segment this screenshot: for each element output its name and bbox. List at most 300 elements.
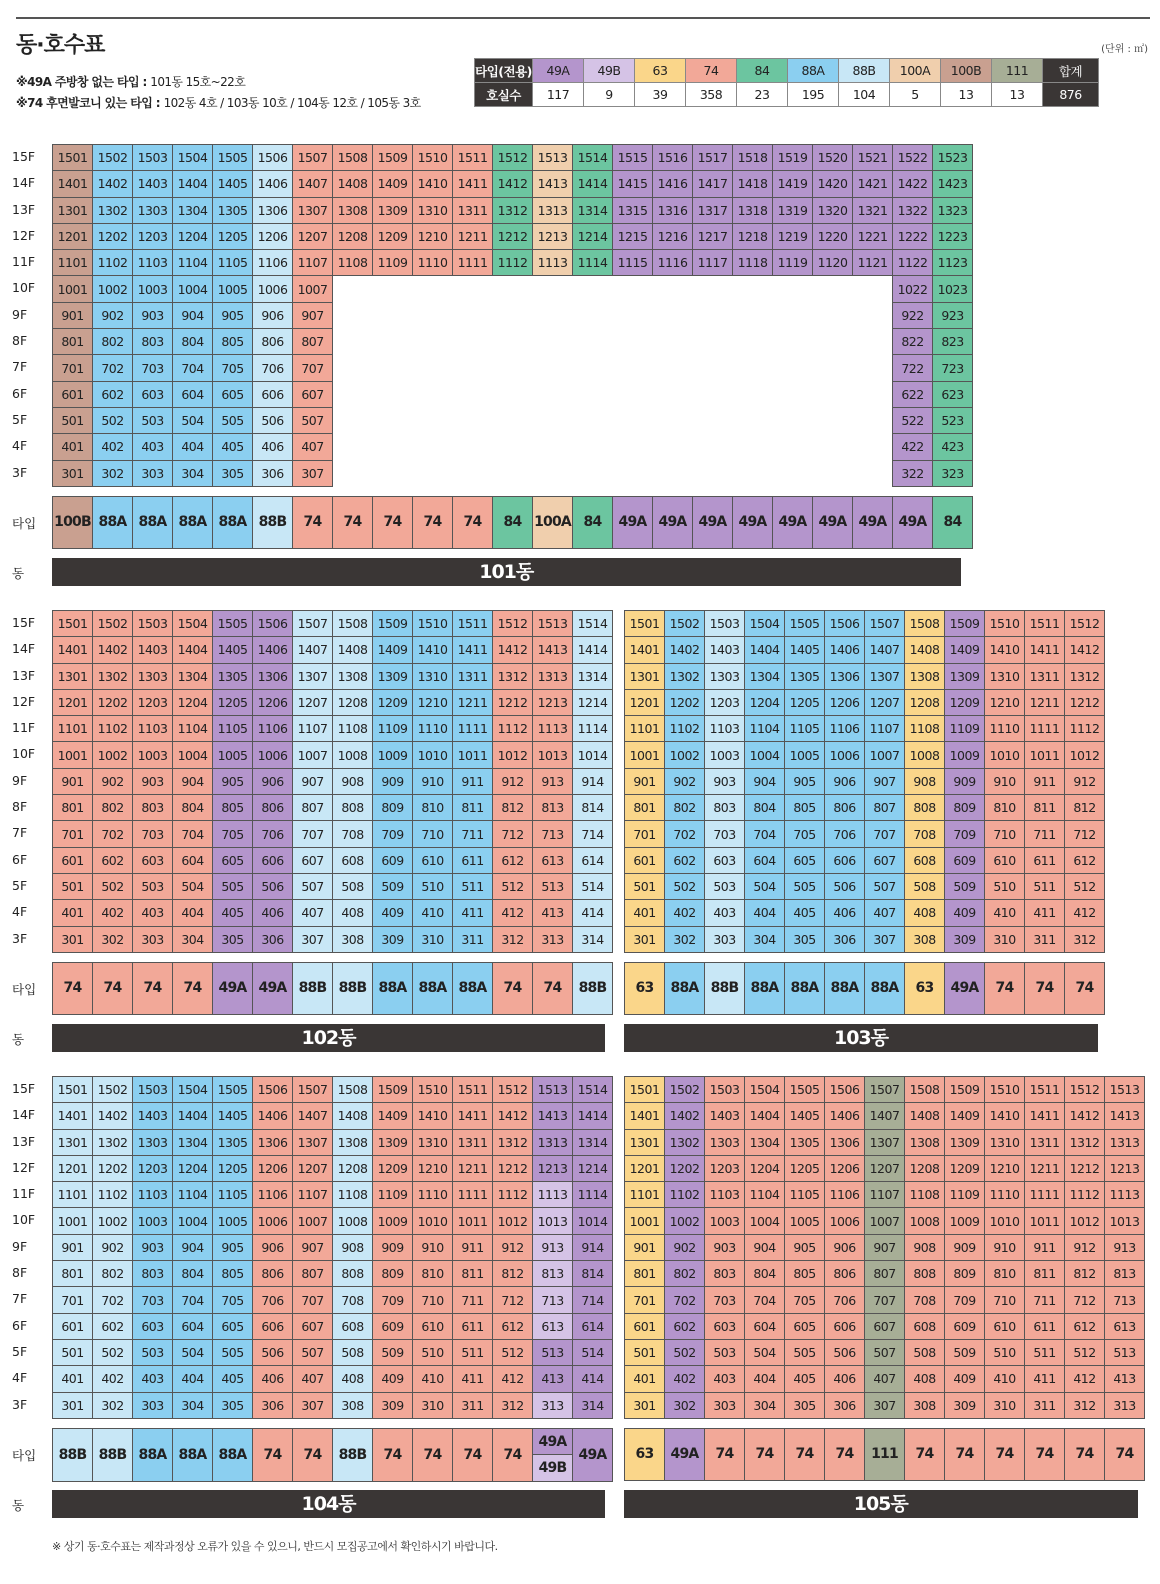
unit-cell[interactable]: 308 bbox=[905, 926, 945, 952]
unit-cell[interactable]: 1503 bbox=[133, 611, 173, 637]
unit-cell[interactable]: 1110 bbox=[413, 250, 453, 276]
unit-cell[interactable]: 602 bbox=[665, 1313, 705, 1339]
unit-cell[interactable]: 511 bbox=[1025, 1339, 1065, 1365]
unit-cell[interactable]: 1001 bbox=[53, 1208, 93, 1234]
unit-cell[interactable]: 1422 bbox=[893, 171, 933, 197]
unit-cell[interactable]: 523 bbox=[933, 407, 973, 433]
unit-cell[interactable]: 613 bbox=[533, 847, 573, 873]
unit-cell[interactable]: 1301 bbox=[53, 1129, 93, 1155]
unit-cell[interactable]: 1208 bbox=[333, 223, 373, 249]
unit-cell[interactable]: 1403 bbox=[705, 1103, 745, 1129]
unit-cell[interactable]: 1507 bbox=[865, 611, 905, 637]
unit-cell[interactable]: 1014 bbox=[573, 1208, 613, 1234]
unit-cell[interactable]: 614 bbox=[573, 847, 613, 873]
unit-cell[interactable]: 1501 bbox=[625, 611, 665, 637]
unit-cell[interactable]: 1213 bbox=[533, 689, 573, 715]
unit-cell[interactable]: 308 bbox=[905, 1392, 945, 1418]
unit-cell[interactable]: 1010 bbox=[413, 1208, 453, 1234]
unit-cell[interactable]: 1111 bbox=[453, 250, 493, 276]
unit-cell[interactable]: 505 bbox=[213, 873, 253, 899]
unit-cell[interactable]: 1212 bbox=[1065, 689, 1105, 715]
unit-cell[interactable]: 305 bbox=[785, 1392, 825, 1418]
unit-cell[interactable]: 607 bbox=[865, 847, 905, 873]
unit-cell[interactable]: 1109 bbox=[373, 250, 413, 276]
unit-cell[interactable]: 504 bbox=[745, 1339, 785, 1365]
unit-cell[interactable]: 907 bbox=[865, 768, 905, 794]
unit-cell[interactable]: 1413 bbox=[533, 171, 573, 197]
unit-cell[interactable]: 1308 bbox=[333, 663, 373, 689]
unit-cell[interactable]: 1512 bbox=[493, 611, 533, 637]
unit-cell[interactable]: 1411 bbox=[1025, 637, 1065, 663]
unit-cell[interactable]: 1507 bbox=[293, 1077, 333, 1103]
unit-cell[interactable]: 309 bbox=[945, 926, 985, 952]
unit-cell[interactable]: 522 bbox=[893, 407, 933, 433]
unit-cell[interactable]: 611 bbox=[453, 847, 493, 873]
unit-cell[interactable]: 510 bbox=[985, 1339, 1025, 1365]
unit-cell[interactable]: 1521 bbox=[853, 145, 893, 171]
unit-cell[interactable]: 503 bbox=[133, 873, 173, 899]
unit-cell[interactable]: 302 bbox=[665, 1392, 705, 1418]
unit-cell[interactable]: 1210 bbox=[413, 1155, 453, 1181]
unit-cell[interactable]: 1304 bbox=[173, 197, 213, 223]
unit-cell[interactable]: 911 bbox=[1025, 1234, 1065, 1260]
unit-cell[interactable]: 613 bbox=[1105, 1313, 1145, 1339]
unit-cell[interactable]: 609 bbox=[373, 847, 413, 873]
unit-cell[interactable]: 407 bbox=[865, 1366, 905, 1392]
unit-cell[interactable]: 1113 bbox=[533, 716, 573, 742]
unit-cell[interactable]: 1510 bbox=[985, 611, 1025, 637]
unit-cell[interactable]: 902 bbox=[665, 768, 705, 794]
unit-cell[interactable]: 1303 bbox=[133, 1129, 173, 1155]
unit-cell[interactable]: 1201 bbox=[625, 689, 665, 715]
unit-cell[interactable]: 1407 bbox=[293, 637, 333, 663]
unit-cell[interactable]: 501 bbox=[53, 407, 93, 433]
unit-cell[interactable]: 803 bbox=[705, 795, 745, 821]
unit-cell[interactable]: 1008 bbox=[333, 742, 373, 768]
unit-cell[interactable]: 1213 bbox=[533, 1155, 573, 1181]
unit-cell[interactable]: 1306 bbox=[253, 1129, 293, 1155]
unit-cell[interactable]: 1505 bbox=[785, 1077, 825, 1103]
unit-cell[interactable]: 1301 bbox=[625, 663, 665, 689]
unit-cell[interactable]: 710 bbox=[985, 1287, 1025, 1313]
unit-cell[interactable]: 902 bbox=[93, 768, 133, 794]
unit-cell[interactable]: 1108 bbox=[333, 250, 373, 276]
unit-cell[interactable]: 501 bbox=[53, 873, 93, 899]
unit-cell[interactable]: 313 bbox=[533, 926, 573, 952]
unit-cell[interactable]: 1106 bbox=[253, 716, 293, 742]
unit-cell[interactable]: 910 bbox=[413, 1234, 453, 1260]
unit-cell[interactable]: 1112 bbox=[1065, 716, 1105, 742]
unit-cell[interactable]: 1313 bbox=[533, 1129, 573, 1155]
unit-cell[interactable]: 710 bbox=[413, 1287, 453, 1313]
unit-cell[interactable]: 422 bbox=[893, 434, 933, 460]
unit-cell[interactable]: 710 bbox=[413, 821, 453, 847]
unit-cell[interactable]: 1501 bbox=[53, 611, 93, 637]
unit-cell[interactable]: 701 bbox=[53, 1287, 93, 1313]
unit-cell[interactable]: 411 bbox=[1025, 900, 1065, 926]
unit-cell[interactable]: 1503 bbox=[705, 1077, 745, 1103]
unit-cell[interactable]: 1513 bbox=[533, 145, 573, 171]
unit-cell[interactable]: 803 bbox=[133, 795, 173, 821]
unit-cell[interactable]: 913 bbox=[1105, 1234, 1145, 1260]
unit-cell[interactable]: 708 bbox=[333, 821, 373, 847]
unit-cell[interactable]: 712 bbox=[493, 1287, 533, 1313]
unit-cell[interactable]: 413 bbox=[533, 900, 573, 926]
unit-cell[interactable]: 1009 bbox=[945, 1208, 985, 1234]
unit-cell[interactable]: 1004 bbox=[173, 276, 213, 302]
unit-cell[interactable]: 609 bbox=[945, 1313, 985, 1339]
unit-cell[interactable]: 602 bbox=[93, 381, 133, 407]
unit-cell[interactable]: 811 bbox=[453, 795, 493, 821]
unit-cell[interactable]: 1022 bbox=[893, 276, 933, 302]
unit-cell[interactable]: 502 bbox=[93, 873, 133, 899]
unit-cell[interactable]: 401 bbox=[625, 900, 665, 926]
unit-cell[interactable]: 704 bbox=[745, 821, 785, 847]
unit-cell[interactable]: 805 bbox=[785, 1261, 825, 1287]
unit-cell[interactable]: 1203 bbox=[705, 1155, 745, 1181]
unit-cell[interactable]: 1210 bbox=[985, 689, 1025, 715]
unit-cell[interactable]: 1118 bbox=[733, 250, 773, 276]
unit-cell[interactable]: 1314 bbox=[573, 197, 613, 223]
unit-cell[interactable]: 409 bbox=[373, 900, 413, 926]
unit-cell[interactable]: 811 bbox=[1025, 1261, 1065, 1287]
unit-cell[interactable]: 1011 bbox=[453, 742, 493, 768]
unit-cell[interactable]: 703 bbox=[133, 1287, 173, 1313]
unit-cell[interactable]: 1504 bbox=[173, 611, 213, 637]
unit-cell[interactable]: 507 bbox=[293, 1339, 333, 1365]
unit-cell[interactable]: 1209 bbox=[373, 1155, 413, 1181]
unit-cell[interactable]: 411 bbox=[453, 900, 493, 926]
unit-cell[interactable]: 1402 bbox=[665, 1103, 705, 1129]
unit-cell[interactable]: 711 bbox=[1025, 1287, 1065, 1313]
unit-cell[interactable]: 1506 bbox=[253, 1077, 293, 1103]
unit-cell[interactable]: 1212 bbox=[493, 689, 533, 715]
unit-cell[interactable]: 904 bbox=[745, 1234, 785, 1260]
unit-cell[interactable]: 610 bbox=[413, 1313, 453, 1339]
unit-cell[interactable]: 1102 bbox=[93, 716, 133, 742]
unit-cell[interactable]: 1314 bbox=[573, 1129, 613, 1155]
unit-cell[interactable]: 502 bbox=[93, 407, 133, 433]
unit-cell[interactable]: 1007 bbox=[865, 742, 905, 768]
unit-cell[interactable]: 1508 bbox=[905, 1077, 945, 1103]
unit-cell[interactable]: 807 bbox=[293, 329, 333, 355]
unit-cell[interactable]: 1112 bbox=[493, 716, 533, 742]
unit-cell[interactable]: 1506 bbox=[253, 145, 293, 171]
unit-cell[interactable]: 1406 bbox=[825, 1103, 865, 1129]
unit-cell[interactable]: 606 bbox=[825, 847, 865, 873]
unit-cell[interactable]: 1211 bbox=[1025, 1155, 1065, 1181]
unit-cell[interactable]: 701 bbox=[625, 1287, 665, 1313]
unit-cell[interactable]: 501 bbox=[625, 873, 665, 899]
unit-cell[interactable]: 906 bbox=[253, 302, 293, 328]
unit-cell[interactable]: 1513 bbox=[533, 1077, 573, 1103]
unit-cell[interactable]: 1312 bbox=[493, 663, 533, 689]
unit-cell[interactable]: 1206 bbox=[825, 1155, 865, 1181]
unit-cell[interactable]: 509 bbox=[945, 873, 985, 899]
unit-cell[interactable]: 913 bbox=[533, 768, 573, 794]
unit-cell[interactable]: 709 bbox=[373, 821, 413, 847]
unit-cell[interactable]: 611 bbox=[453, 1313, 493, 1339]
unit-cell[interactable]: 1302 bbox=[665, 1129, 705, 1155]
unit-cell[interactable]: 714 bbox=[573, 1287, 613, 1313]
unit-cell[interactable]: 306 bbox=[825, 926, 865, 952]
unit-cell[interactable]: 1411 bbox=[453, 171, 493, 197]
unit-cell[interactable]: 1005 bbox=[785, 742, 825, 768]
unit-cell[interactable]: 1012 bbox=[1065, 1208, 1105, 1234]
unit-cell[interactable]: 1413 bbox=[533, 637, 573, 663]
unit-cell[interactable]: 601 bbox=[625, 847, 665, 873]
unit-cell[interactable]: 1008 bbox=[905, 1208, 945, 1234]
unit-cell[interactable]: 911 bbox=[453, 768, 493, 794]
unit-cell[interactable]: 310 bbox=[413, 1392, 453, 1418]
unit-cell[interactable]: 407 bbox=[293, 434, 333, 460]
unit-cell[interactable]: 414 bbox=[573, 1366, 613, 1392]
unit-cell[interactable]: 1413 bbox=[533, 1103, 573, 1129]
unit-cell[interactable]: 1401 bbox=[625, 1103, 665, 1129]
unit-cell[interactable]: 1213 bbox=[1105, 1155, 1145, 1181]
unit-cell[interactable]: 1010 bbox=[985, 1208, 1025, 1234]
unit-cell[interactable]: 1406 bbox=[253, 1103, 293, 1129]
unit-cell[interactable]: 403 bbox=[133, 434, 173, 460]
unit-cell[interactable]: 1402 bbox=[93, 637, 133, 663]
unit-cell[interactable]: 1311 bbox=[1025, 1129, 1065, 1155]
unit-cell[interactable]: 607 bbox=[293, 381, 333, 407]
unit-cell[interactable]: 410 bbox=[985, 1366, 1025, 1392]
unit-cell[interactable]: 612 bbox=[1065, 847, 1105, 873]
unit-cell[interactable]: 1203 bbox=[133, 223, 173, 249]
unit-cell[interactable]: 504 bbox=[173, 873, 213, 899]
unit-cell[interactable]: 1207 bbox=[293, 689, 333, 715]
unit-cell[interactable]: 311 bbox=[1025, 1392, 1065, 1418]
unit-cell[interactable]: 1202 bbox=[93, 689, 133, 715]
unit-cell[interactable]: 706 bbox=[825, 821, 865, 847]
unit-cell[interactable]: 1403 bbox=[705, 637, 745, 663]
unit-cell[interactable]: 503 bbox=[705, 1339, 745, 1365]
unit-cell[interactable]: 1113 bbox=[533, 1182, 573, 1208]
unit-cell[interactable]: 1407 bbox=[865, 637, 905, 663]
unit-cell[interactable]: 813 bbox=[1105, 1261, 1145, 1287]
unit-cell[interactable]: 703 bbox=[133, 355, 173, 381]
unit-cell[interactable]: 1006 bbox=[253, 276, 293, 302]
unit-cell[interactable]: 1005 bbox=[213, 276, 253, 302]
unit-cell[interactable]: 808 bbox=[905, 795, 945, 821]
unit-cell[interactable]: 1310 bbox=[985, 1129, 1025, 1155]
unit-cell[interactable]: 1303 bbox=[705, 663, 745, 689]
unit-cell[interactable]: 702 bbox=[93, 355, 133, 381]
unit-cell[interactable]: 1113 bbox=[533, 250, 573, 276]
unit-cell[interactable]: 1107 bbox=[293, 250, 333, 276]
unit-cell[interactable]: 1308 bbox=[333, 197, 373, 223]
unit-cell[interactable]: 1511 bbox=[1025, 611, 1065, 637]
unit-cell[interactable]: 1008 bbox=[333, 1208, 373, 1234]
unit-cell[interactable]: 513 bbox=[1105, 1339, 1145, 1365]
unit-cell[interactable]: 302 bbox=[93, 1392, 133, 1418]
unit-cell[interactable]: 612 bbox=[493, 847, 533, 873]
unit-cell[interactable]: 1205 bbox=[213, 1155, 253, 1181]
unit-cell[interactable]: 1111 bbox=[453, 1182, 493, 1208]
unit-cell[interactable]: 304 bbox=[173, 926, 213, 952]
unit-cell[interactable]: 311 bbox=[453, 1392, 493, 1418]
unit-cell[interactable]: 1516 bbox=[653, 145, 693, 171]
unit-cell[interactable]: 904 bbox=[173, 1234, 213, 1260]
unit-cell[interactable]: 507 bbox=[865, 1339, 905, 1365]
unit-cell[interactable]: 1409 bbox=[945, 1103, 985, 1129]
unit-cell[interactable]: 708 bbox=[905, 821, 945, 847]
unit-cell[interactable]: 1506 bbox=[253, 611, 293, 637]
unit-cell[interactable]: 1306 bbox=[253, 663, 293, 689]
unit-cell[interactable]: 1121 bbox=[853, 250, 893, 276]
unit-cell[interactable]: 1207 bbox=[865, 1155, 905, 1181]
unit-cell[interactable]: 402 bbox=[93, 900, 133, 926]
unit-cell[interactable]: 410 bbox=[413, 900, 453, 926]
unit-cell[interactable]: 1105 bbox=[213, 1182, 253, 1208]
unit-cell[interactable]: 807 bbox=[865, 795, 905, 821]
unit-cell[interactable]: 405 bbox=[213, 1366, 253, 1392]
unit-cell[interactable]: 807 bbox=[865, 1261, 905, 1287]
unit-cell[interactable]: 411 bbox=[453, 1366, 493, 1392]
unit-cell[interactable]: 1117 bbox=[693, 250, 733, 276]
unit-cell[interactable]: 1408 bbox=[333, 171, 373, 197]
unit-cell[interactable]: 1210 bbox=[413, 689, 453, 715]
unit-cell[interactable]: 703 bbox=[705, 821, 745, 847]
unit-cell[interactable]: 1314 bbox=[573, 663, 613, 689]
unit-cell[interactable]: 1414 bbox=[573, 171, 613, 197]
unit-cell[interactable]: 1307 bbox=[865, 663, 905, 689]
unit-cell[interactable]: 304 bbox=[745, 1392, 785, 1418]
unit-cell[interactable]: 307 bbox=[865, 926, 905, 952]
unit-cell[interactable]: 1301 bbox=[53, 197, 93, 223]
unit-cell[interactable]: 1316 bbox=[653, 197, 693, 223]
unit-cell[interactable]: 813 bbox=[533, 795, 573, 821]
unit-cell[interactable]: 1509 bbox=[373, 145, 413, 171]
unit-cell[interactable]: 1507 bbox=[293, 611, 333, 637]
unit-cell[interactable]: 1508 bbox=[905, 611, 945, 637]
unit-cell[interactable]: 505 bbox=[213, 407, 253, 433]
unit-cell[interactable]: 423 bbox=[933, 434, 973, 460]
unit-cell[interactable]: 1212 bbox=[493, 223, 533, 249]
unit-cell[interactable]: 507 bbox=[865, 873, 905, 899]
unit-cell[interactable]: 1410 bbox=[413, 1103, 453, 1129]
unit-cell[interactable]: 1317 bbox=[693, 197, 733, 223]
unit-cell[interactable]: 1501 bbox=[53, 145, 93, 171]
unit-cell[interactable]: 604 bbox=[173, 847, 213, 873]
unit-cell[interactable]: 704 bbox=[745, 1287, 785, 1313]
unit-cell[interactable]: 908 bbox=[905, 768, 945, 794]
unit-cell[interactable]: 305 bbox=[213, 1392, 253, 1418]
unit-cell[interactable]: 1123 bbox=[933, 250, 973, 276]
unit-cell[interactable]: 308 bbox=[333, 1392, 373, 1418]
unit-cell[interactable]: 1404 bbox=[745, 1103, 785, 1129]
unit-cell[interactable]: 1003 bbox=[705, 1208, 745, 1234]
unit-cell[interactable]: 1315 bbox=[613, 197, 653, 223]
unit-cell[interactable]: 911 bbox=[453, 1234, 493, 1260]
unit-cell[interactable]: 711 bbox=[453, 821, 493, 847]
unit-cell[interactable]: 1201 bbox=[53, 1155, 93, 1181]
unit-cell[interactable]: 506 bbox=[253, 407, 293, 433]
unit-cell[interactable]: 1112 bbox=[493, 250, 533, 276]
unit-cell[interactable]: 805 bbox=[213, 795, 253, 821]
unit-cell[interactable]: 706 bbox=[253, 821, 293, 847]
unit-cell[interactable]: 1403 bbox=[133, 171, 173, 197]
unit-cell[interactable]: 608 bbox=[905, 1313, 945, 1339]
unit-cell[interactable]: 809 bbox=[945, 795, 985, 821]
unit-cell[interactable]: 602 bbox=[93, 847, 133, 873]
unit-cell[interactable]: 1105 bbox=[785, 716, 825, 742]
unit-cell[interactable]: 1402 bbox=[93, 1103, 133, 1129]
unit-cell[interactable]: 1206 bbox=[253, 1155, 293, 1181]
unit-cell[interactable]: 1417 bbox=[693, 171, 733, 197]
unit-cell[interactable]: 903 bbox=[133, 302, 173, 328]
unit-cell[interactable]: 305 bbox=[785, 926, 825, 952]
unit-cell[interactable]: 1105 bbox=[785, 1182, 825, 1208]
unit-cell[interactable]: 303 bbox=[133, 1392, 173, 1418]
unit-cell[interactable]: 605 bbox=[785, 847, 825, 873]
unit-cell[interactable]: 1202 bbox=[665, 689, 705, 715]
unit-cell[interactable]: 512 bbox=[1065, 873, 1105, 899]
unit-cell[interactable]: 707 bbox=[865, 821, 905, 847]
unit-cell[interactable]: 1211 bbox=[453, 1155, 493, 1181]
unit-cell[interactable]: 705 bbox=[213, 355, 253, 381]
unit-cell[interactable]: 508 bbox=[333, 873, 373, 899]
unit-cell[interactable]: 1309 bbox=[945, 663, 985, 689]
unit-cell[interactable]: 1006 bbox=[253, 1208, 293, 1234]
unit-cell[interactable]: 1408 bbox=[905, 637, 945, 663]
unit-cell[interactable]: 310 bbox=[985, 926, 1025, 952]
unit-cell[interactable]: 1309 bbox=[373, 1129, 413, 1155]
unit-cell[interactable]: 601 bbox=[53, 381, 93, 407]
unit-cell[interactable]: 1205 bbox=[213, 689, 253, 715]
unit-cell[interactable]: 905 bbox=[213, 768, 253, 794]
unit-cell[interactable]: 511 bbox=[453, 873, 493, 899]
unit-cell[interactable]: 905 bbox=[785, 768, 825, 794]
unit-cell[interactable]: 810 bbox=[413, 1261, 453, 1287]
unit-cell[interactable]: 1404 bbox=[173, 637, 213, 663]
unit-cell[interactable]: 407 bbox=[293, 900, 333, 926]
unit-cell[interactable]: 402 bbox=[665, 1366, 705, 1392]
unit-cell[interactable]: 901 bbox=[625, 768, 665, 794]
unit-cell[interactable]: 804 bbox=[745, 795, 785, 821]
unit-cell[interactable]: 1313 bbox=[533, 197, 573, 223]
unit-cell[interactable]: 301 bbox=[625, 1392, 665, 1418]
unit-cell[interactable]: 1009 bbox=[373, 1208, 413, 1234]
unit-cell[interactable]: 512 bbox=[493, 873, 533, 899]
unit-cell[interactable]: 1110 bbox=[413, 1182, 453, 1208]
unit-cell[interactable]: 301 bbox=[53, 926, 93, 952]
unit-cell[interactable]: 1507 bbox=[865, 1077, 905, 1103]
unit-cell[interactable]: 506 bbox=[825, 873, 865, 899]
unit-cell[interactable]: 1404 bbox=[173, 171, 213, 197]
unit-cell[interactable]: 1209 bbox=[373, 689, 413, 715]
unit-cell[interactable]: 1110 bbox=[413, 716, 453, 742]
unit-cell[interactable]: 701 bbox=[625, 821, 665, 847]
unit-cell[interactable]: 1313 bbox=[533, 663, 573, 689]
unit-cell[interactable]: 508 bbox=[905, 1339, 945, 1365]
unit-cell[interactable]: 1312 bbox=[493, 197, 533, 223]
unit-cell[interactable]: 405 bbox=[213, 900, 253, 926]
unit-cell[interactable]: 510 bbox=[413, 873, 453, 899]
unit-cell[interactable]: 1002 bbox=[93, 276, 133, 302]
unit-cell[interactable]: 1208 bbox=[333, 689, 373, 715]
unit-cell[interactable]: 503 bbox=[705, 873, 745, 899]
unit-cell[interactable]: 1302 bbox=[93, 663, 133, 689]
unit-cell[interactable]: 1407 bbox=[293, 1103, 333, 1129]
unit-cell[interactable]: 1511 bbox=[453, 611, 493, 637]
unit-cell[interactable]: 802 bbox=[93, 1261, 133, 1287]
unit-cell[interactable]: 805 bbox=[785, 795, 825, 821]
unit-cell[interactable]: 601 bbox=[53, 1313, 93, 1339]
unit-cell[interactable]: 1506 bbox=[825, 611, 865, 637]
unit-cell[interactable]: 405 bbox=[785, 900, 825, 926]
